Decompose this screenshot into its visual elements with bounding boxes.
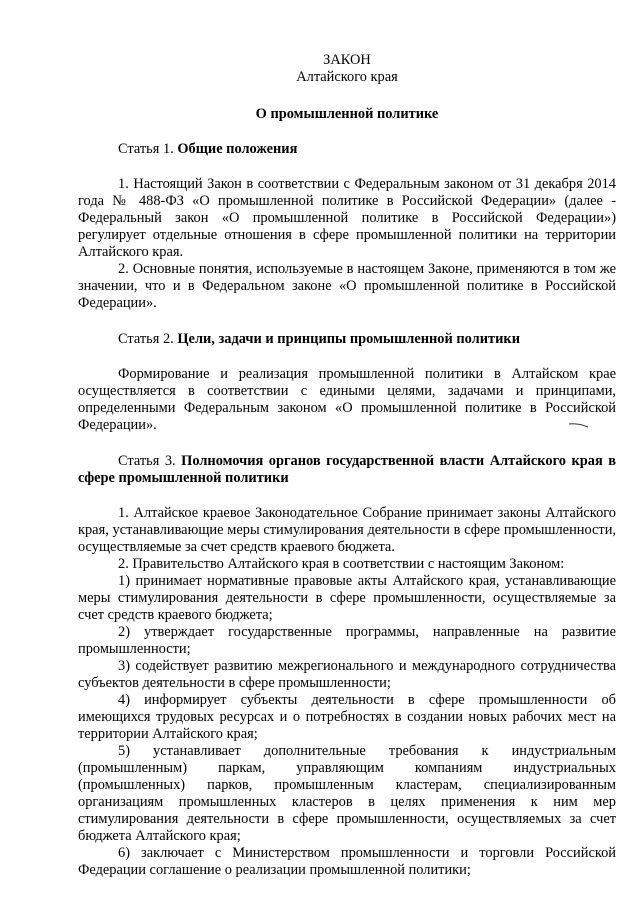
article-paragraph: 3) содействует развитию межрегионального и международного сотрудничества субъектов деятельности в сфере промышленности; [78, 658, 616, 691]
article-2-heading [78, 331, 616, 348]
article-1-body [78, 176, 616, 312]
article-label: Статья 1. [118, 141, 174, 157]
article-3-body [78, 505, 616, 879]
article-paragraph: 1) принимает нормативные правовые акты Алтайского края, устанавливающие меры стимулирования деятельности в сфере промышленности, осуществляемые за счет средств краевого бюджета; [78, 573, 616, 623]
article-paragraph: 1. Алтайское краевое Законодательное Собрание принимает законы Алтайского края, устанавливающие меры стимулирования деятельности в сфере промышленности, осуществляемые за счет средств краевого бюджета. [78, 505, 616, 555]
article-title: Общие положения [177, 141, 298, 157]
article-paragraph: 1. Настоящий Закон в соответствии с Федеральным законом от 31 декабря 2014 года № 488-ФЗ «О промышленной политике в Российской Федерации» (далее - Федеральный закон «О промышленной политике в Российской Федерации») регулирует отдельные отношения в сфере промышленной политики на территории Алтайского края. [78, 176, 616, 260]
article-paragraph: 6) заключает с Министерством промышленности и торговли Российской Федерации соглашение о реализации промышленной политики; [78, 845, 616, 878]
article-paragraph: 5) устанавливает дополнительные требования к индустриальным (промышленным) паркам, управляющим компаниям индустриальных (промышленных) парков, промышленным кластерам, специализированным организациям промышленных кластеров в целях применения к ним мер стимулирования деятельности в сфере промышленности, осуществляемых за счет бюджета Алтайского края; [78, 743, 616, 844]
article-1-heading [78, 141, 616, 158]
article-paragraph: 2. Правительство Алтайского края в соответствии с настоящим Законом: [118, 556, 565, 572]
article-2-body [78, 366, 616, 434]
article-paragraph: 2. Основные понятия, используемые в настоящем Законе, применяются в том же значении, что и в Федеральном законе «О промышленной политике в Российской Федерации». [78, 261, 616, 311]
article-label: Статья 3. [118, 453, 176, 469]
article-paragraph: 2) утверждает государственные программы, направленные на развитие промышленности; [78, 624, 616, 657]
article-label: Статья 2. [118, 331, 174, 347]
pen-stroke-mark [568, 422, 590, 428]
article-paragraph: Формирование и реализация промышленной политики в Алтайском крае осуществляется в соответствии с едиными целями, задачами и принципами, определенными Федеральным законом «О промышленной политике в Российской Федерации». [78, 366, 616, 433]
article-title: Полномочия органов государственной власти Алтайского края в сфере промышленной политики [78, 453, 616, 486]
law-type-heading: ЗАКОН [323, 52, 371, 68]
law-region-heading: Алтайского края [296, 69, 398, 85]
article-3-heading [78, 453, 616, 487]
law-subject-heading: О промышленной политике [255, 106, 439, 122]
article-paragraph: 4) информирует субъекты деятельности в сфере промышленности об имеющихся трудовых ресурсах и о потребностях в создании новых рабочих мест на территории Алтайского края; [78, 692, 616, 742]
law-document [78, 52, 616, 898]
article-title: Цели, задачи и принципы промышленной политики [177, 331, 520, 347]
